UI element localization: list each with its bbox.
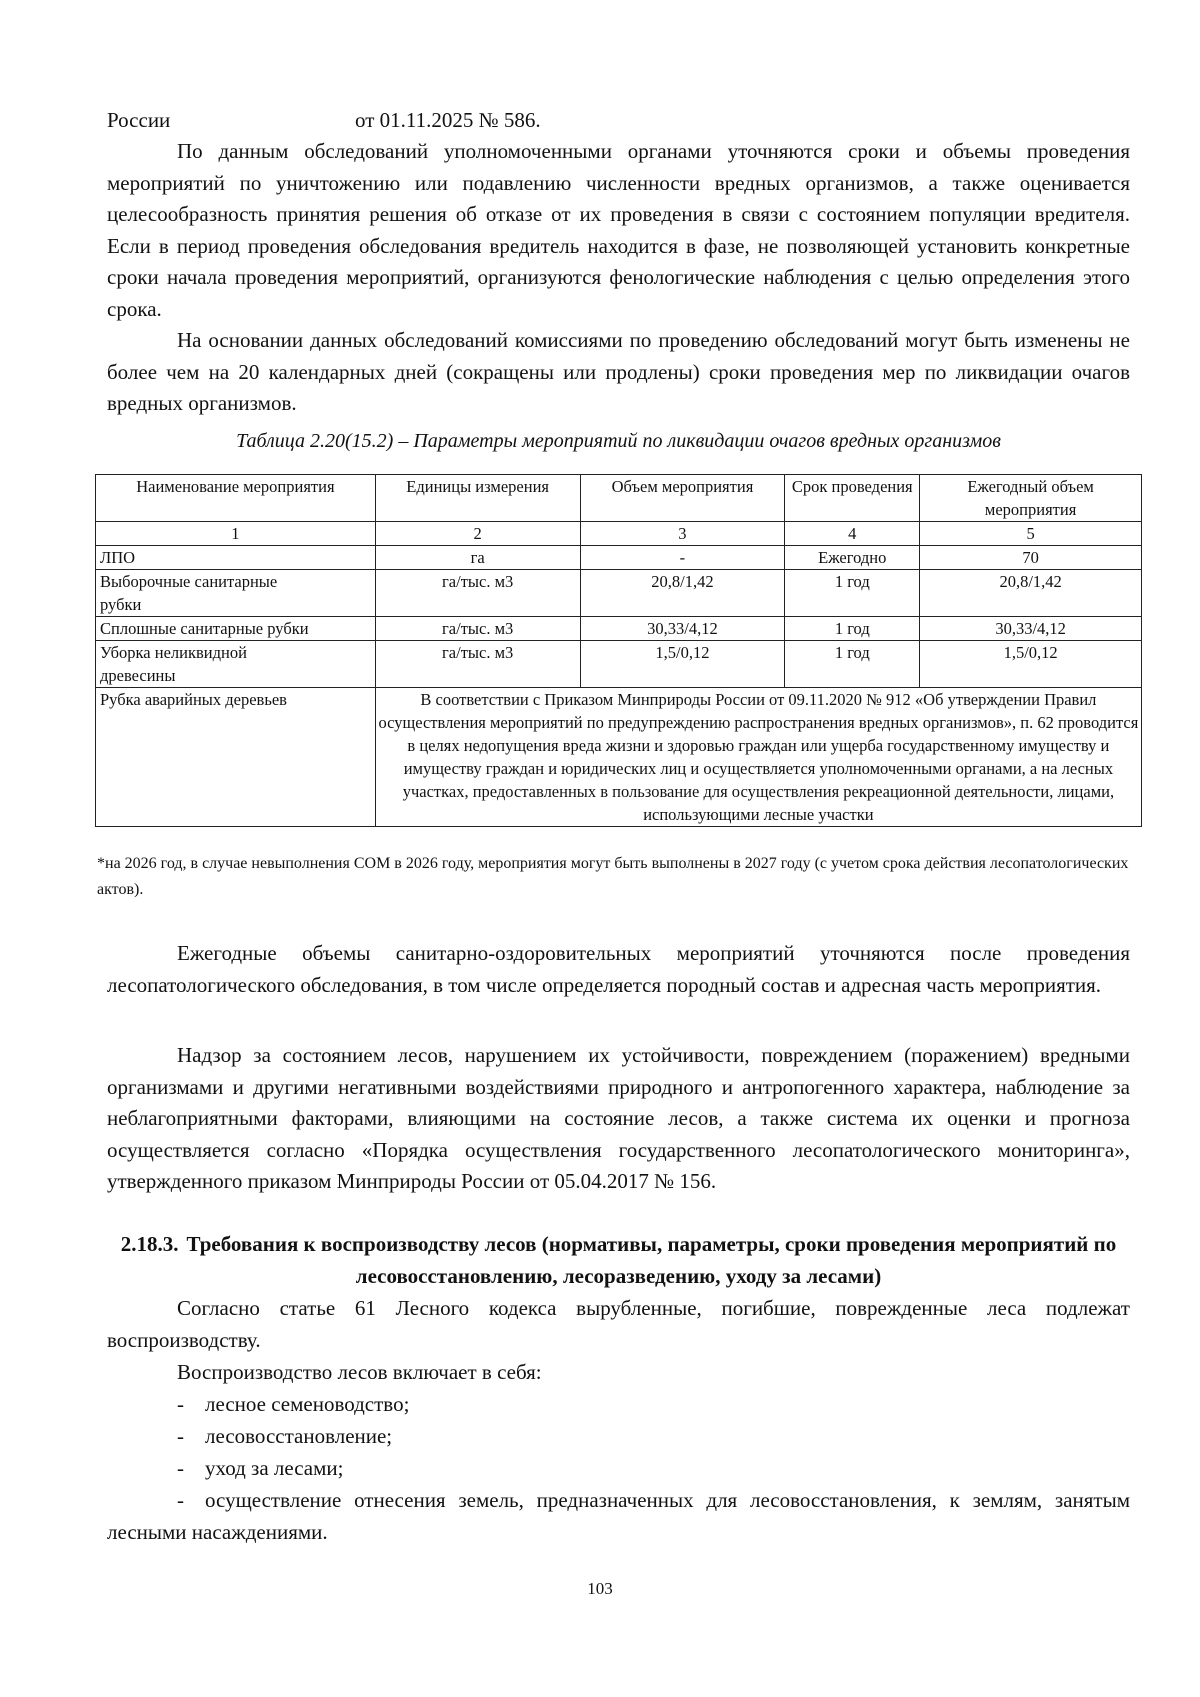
paragraph-reproduction-includes: Воспроизводство лесов включает в себя: <box>177 1360 542 1384</box>
section-title: Требования к воспроизводству лесов (нормативы, параметры, сроки проведения мероприятий по лесовосстановлению, лесоразведению, уходу за лесами) <box>186 1232 1117 1288</box>
paragraph-forest-code: Согласно статье 61 Лесного кодекса вырубленные, погибшие, поврежденные леса подлежат воспроизводству. <box>107 1296 1130 1352</box>
section-number: 2.18.3. <box>120 1232 179 1256</box>
header-cell: Наименование мероприятия <box>96 475 376 522</box>
table-row <box>96 546 1142 570</box>
measures-table <box>95 474 1142 827</box>
table-cell: 20,8/1,42 <box>920 570 1142 617</box>
table-header-row <box>96 475 1142 522</box>
table-cell: 1 год <box>785 641 920 688</box>
table-cell: га/тыс. м3 <box>375 641 580 688</box>
table-row <box>96 617 1142 641</box>
header-cell: Объем мероприятия <box>580 475 785 522</box>
column-number: 2 <box>375 522 580 546</box>
table-cell: 1 год <box>785 617 920 641</box>
list-item: - уход за лесами; <box>177 1456 344 1480</box>
paragraph-survey: По данным обследований уполномоченными органами уточняются сроки и объемы проведения мероприятий по уничтожению или подавлению численности вредных организмов, а также оценивается целесообразность принятия решения об отказе от их проведения в связи с состоянием популяции вредителя. Если в период проведения обследования вредитель находится в фазе, не позволяющей установить конкретные сроки начала проведения мероприятий, организуются фенологические наблюдения с целью определения этого срока. <box>107 139 1130 321</box>
header-cell: Единицы измерения <box>375 475 580 522</box>
list-item: - лесовосстановление; <box>177 1424 393 1448</box>
page-number: 103 <box>587 1579 613 1598</box>
table-cell: - <box>580 546 785 570</box>
table-cell: га/тыс. м3 <box>375 570 580 617</box>
table-merged-cell: В соответствии с Приказом Минприроды России от 09.11.2020 № 912 «Об утверждении Правил осуществления мероприятий по предупреждению распространения вредных организмов», п. 62 проводится в целях недопущения вреда жизни и здоровью граждан или ущерба государственному имуществу и имуществу граждан и юридических лиц и осуществляется уполномоченными органами, а на лесных участках, предоставленных в пользование для осуществления рекреационной деятельности, лицами, использующими лесные участки <box>375 688 1141 827</box>
table-cell: 70 <box>920 546 1142 570</box>
paragraph-commission: На основании данных обследований комиссиями по проведению обследований могут быть изменены не более чем на 20 календарных дней (сокращены или продлены) сроки проведения мер по ликвидации очагов вредных организмов. <box>107 328 1130 416</box>
table-cell: 1 год <box>785 570 920 617</box>
column-number: 1 <box>96 522 376 546</box>
table-cell: Уборка неликвидной древесины <box>96 641 376 688</box>
section-heading <box>107 1229 1130 1292</box>
header-cell: Срок проведения <box>785 475 920 522</box>
table-cell: га <box>375 546 580 570</box>
table-cell: Рубка аварийных деревьев <box>96 688 376 827</box>
table-row-emergency-trees <box>96 688 1142 827</box>
top-line-right: от 01.11.2025 № 586. <box>355 108 541 132</box>
table-cell: 1,5/0,12 <box>580 641 785 688</box>
table-cell: 30,33/4,12 <box>580 617 785 641</box>
top-line <box>107 105 541 135</box>
table-number-row <box>96 522 1142 546</box>
header-cell: Ежегодный объем мероприятия <box>920 475 1142 522</box>
table-cell: 20,8/1,42 <box>580 570 785 617</box>
table-row <box>96 641 1142 688</box>
table-cell: 30,33/4,12 <box>920 617 1142 641</box>
table-cell: 1,5/0,12 <box>920 641 1142 688</box>
table-cell: ЛПО <box>96 546 376 570</box>
list-item-last: - осуществление отнесения земель, предназначенных для лесовосстановления, к землям, занятым лесными насаждениями. <box>107 1488 1130 1544</box>
table-cell: Ежегодно <box>785 546 920 570</box>
column-number: 3 <box>580 522 785 546</box>
column-number: 5 <box>920 522 1142 546</box>
column-number: 4 <box>785 522 920 546</box>
table-row <box>96 570 1142 617</box>
paragraph-annual-volumes: Ежегодные объемы санитарно-оздоровительных мероприятий уточняются после проведения лесопатологического обследования, в том числе определяется породный состав и адресная часть мероприятия. <box>107 941 1130 997</box>
table-cell: Сплошные санитарные рубки <box>96 617 376 641</box>
table-cell: Выборочные санитарные рубки <box>96 570 376 617</box>
paragraph-supervision: Надзор за состоянием лесов, нарушением их устойчивости, повреждением (поражением) вредными организмами и другими негативными воздействиями природного и антропогенного характера, наблюдение за неблагоприятными факторами, влияющими на состояние лесов, а также система их оценки и прогноза осуществляется согласно «Порядка осуществления государственного лесопатологического мониторинга», утвержденного приказом Минприроды России от 05.04.2017 № 156. <box>107 1043 1130 1194</box>
top-line-left: России <box>107 108 171 132</box>
table-cell: га/тыс. м3 <box>375 617 580 641</box>
table-footnote: *на 2026 год, в случае невыполнения СОМ в 2026 году, мероприятия могут быть выполнены в 2027 году (с учетом срока действия лесопатологических актов). <box>97 855 1129 898</box>
list-item: - лесное семеноводство; <box>177 1392 410 1416</box>
table-caption: Таблица 2.20(15.2) – Параметры мероприятий по ликвидации очагов вредных организмов <box>236 430 1001 452</box>
